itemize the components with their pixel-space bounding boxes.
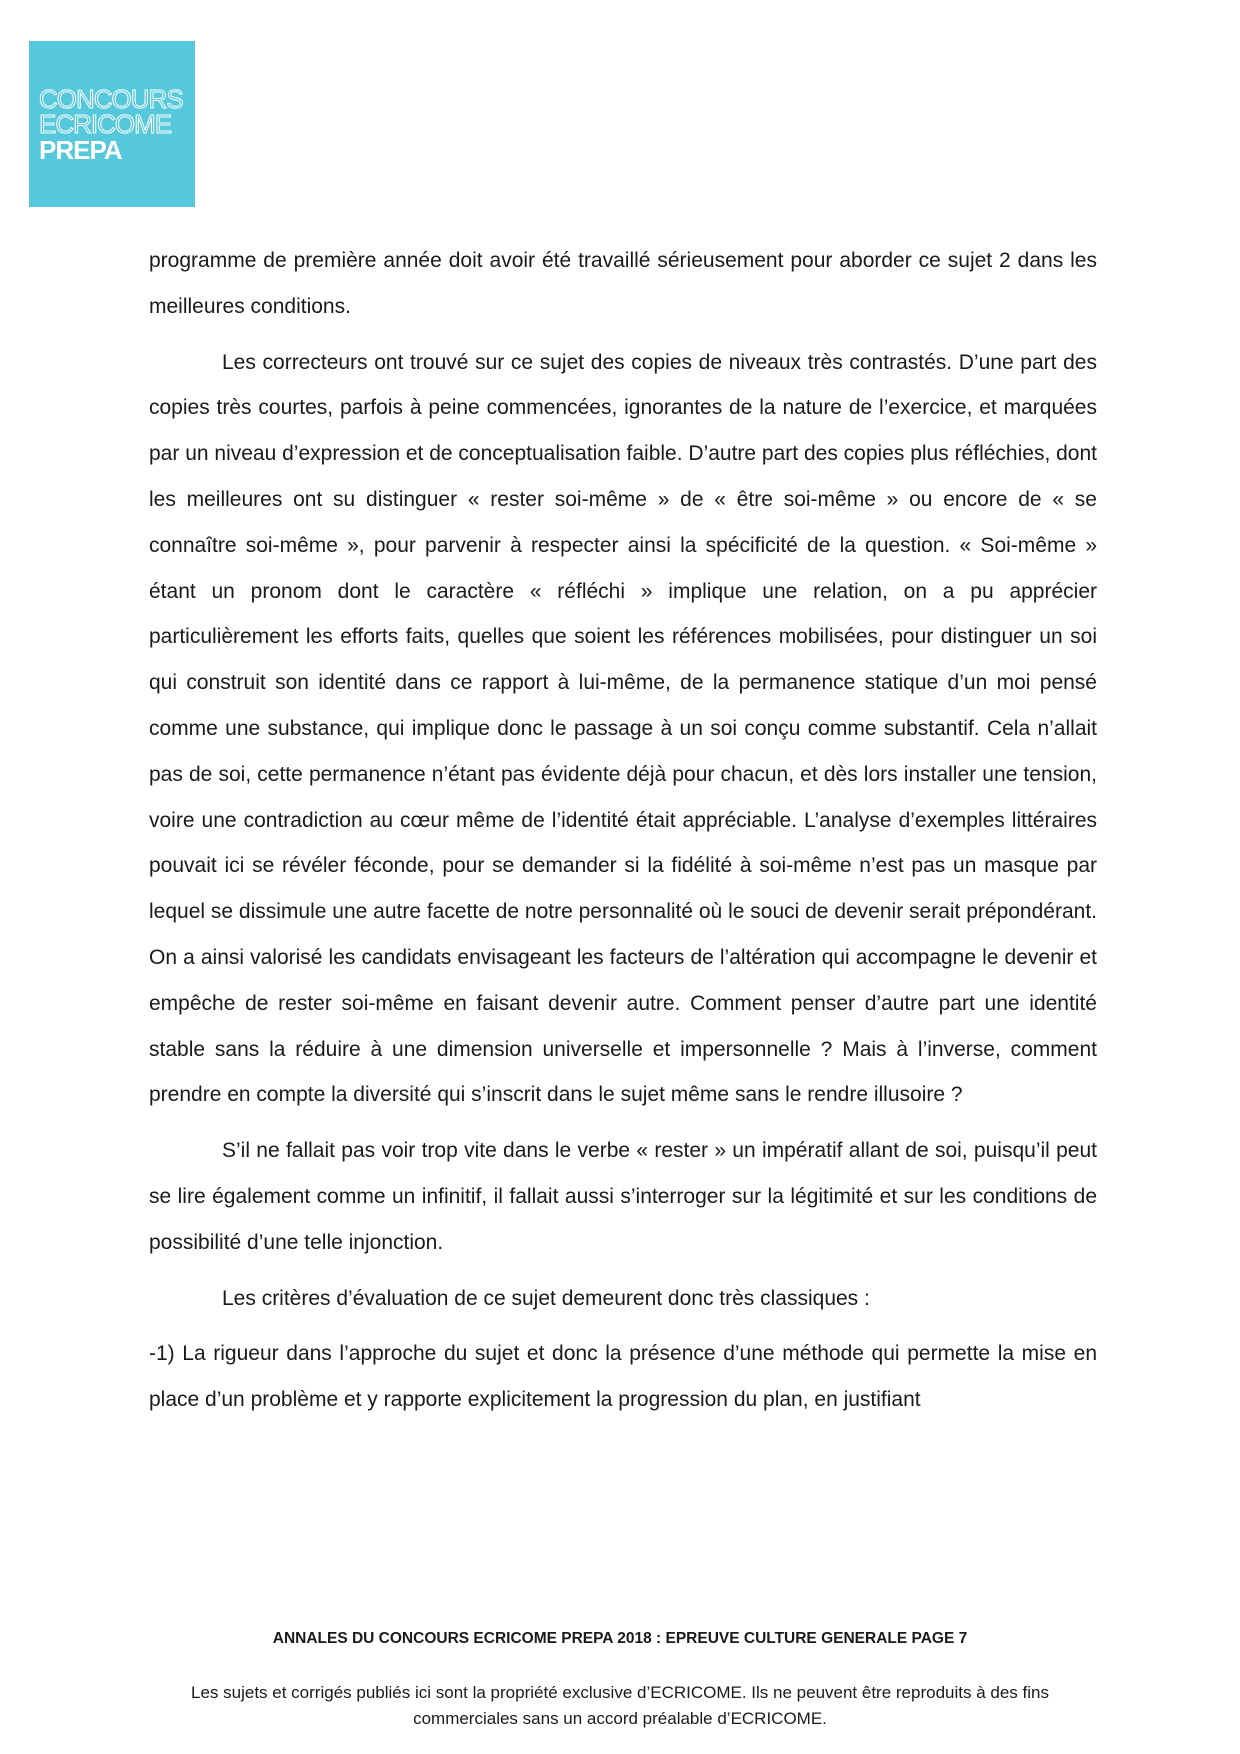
paragraph-rester: S’il ne fallait pas voir trop vite dans le verbe « rester » un impératif allant de soi, puisqu’il peut se lire également comme un infinitif, il fallait aussi s’interroger sur la légitimité et sur les conditions de possibilité d’une telle injonction. bbox=[149, 1139, 1097, 1254]
paragraph-criteres: Les critères d’évaluation de ce sujet demeurent donc très classiques : bbox=[222, 1286, 870, 1310]
paragraph-correcteurs: Les correcteurs ont trouvé sur ce sujet des copies de niveaux très contrastés. D’une part des copies très courtes, parfois à peine commencées, ignorantes de la nature de l’exercice, et marquées par un niveau d’expression et de conceptualisation faible. D’autre part des copies plus réfléchies, dont les meilleures ont su distinguer « rester soi-même » de « être soi-même » ou encore de « se connaître soi-même », pour parvenir à respecter ainsi la spécificité de la question. « Soi-même » étant un pronom dont le caractère « réfléchi » implique une relation, on a pu apprécier particulièrement les efforts faits, quelles que soient les références mobilisées, pour distinguer un soi qui construit son identité dans ce rapport à lui-même, de la permanence statique d’un moi pensé comme une substance, qui implique donc le passage à un soi conçu comme substantif. Cela n’allait pas de soi, cette permanence n’étant pas évidente déjà pour chacun, et dès lors installer une tension, voire une contradiction au cœur même de l’identité était appréciable. L’analyse d’exemples littéraires pouvait ici se révéler féconde, pour se demander si la fidélité à soi-même n’est pas un masque par lequel se dissimule une autre facette de notre personnalité où le souci de devenir serait prépondérant. On a ainsi valorisé les candidats envisageant les facteurs de l’altération qui accompagne le devenir et empêche de rester soi-même en faisant devenir autre. Comment penser d’autre part une identité stable sans la réduire à une dimension universelle et impersonnelle ? Mais à l’inverse, comment prendre en compte la diversité qui s’inscrit dans le sujet même sans le rendre illusoire ? bbox=[149, 350, 1097, 1107]
footer-title: ANNALES DU CONCOURS ECRICOME PREPA 2018 : EPREUVE CULTURE GENERALE PAGE 7 bbox=[272, 1630, 968, 1647]
logo-line-prepa: PREPA bbox=[39, 135, 122, 165]
ecricome-logo bbox=[29, 41, 195, 207]
logo-line-ecricome: ECRICOME bbox=[39, 109, 172, 139]
paragraph-critere-1: -1) La rigueur dans l’approche du sujet et donc la présence d’une méthode qui permette la mise en place d’un problème et y rapporte explicitement la progression du plan, en justifiant bbox=[149, 1342, 1097, 1412]
footer-copyright-note: Les sujets et corrigés publiés ici sont la propriété exclusive d’ECRICOME. Ils ne peuvent être reproduits à des fins commerciales sans un accord préalable d’ECRICOME. bbox=[191, 1683, 1049, 1728]
paragraph-continuation: programme de première année doit avoir été travaillé sérieusement pour aborder ce sujet 2 dans les meilleures conditions. bbox=[149, 249, 1097, 318]
document-body bbox=[149, 238, 1097, 1423]
logo-line-concours: CONCOURS bbox=[39, 84, 183, 114]
